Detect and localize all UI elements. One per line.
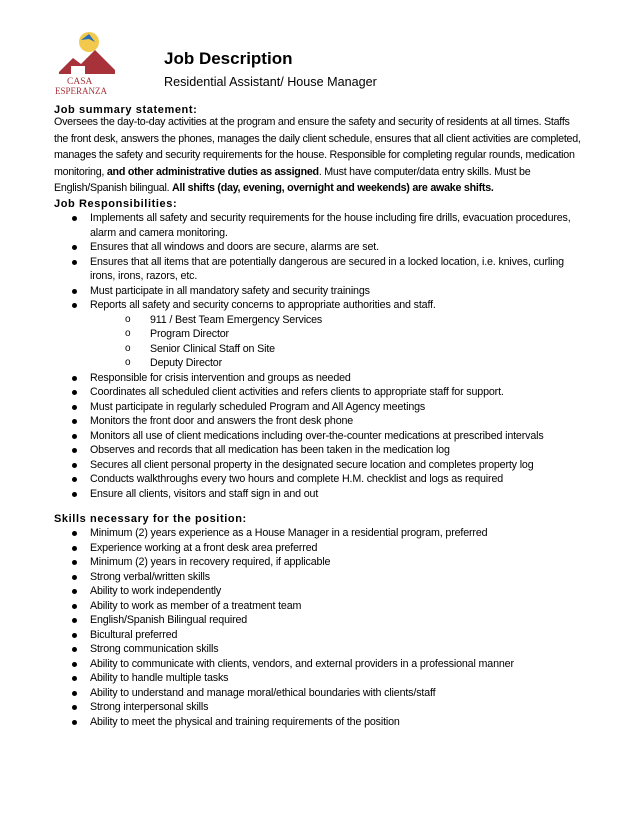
summary-text-b: . Must have computer/data entry skills. Must be English/Spanish bilingual.: [54, 165, 531, 195]
page-subtitle: Residential Assistant/ House Manager: [164, 75, 377, 89]
summary-bold-b: All shifts (day, evening, overnight and weekends) are awake shifts.: [172, 182, 494, 195]
skills-list: [54, 526, 589, 729]
list-item: Reports all safety and security concerns to appropriate authorities and staff. o 911 / Best Team Emergency Services o Program Director o Senior Clinical Staff on Site o Deputy Director: [54, 298, 589, 371]
list-item: Strong verbal/written skills: [54, 570, 589, 585]
list-item: Ability to handle multiple tasks: [54, 671, 589, 686]
sub-list-item: o Senior Clinical Staff on Site: [125, 342, 275, 355]
responsibilities-list: [54, 211, 589, 501]
list-item: Implements all safety and security requirements for the house including fire drills, evacuation procedures, alarm and camera monitoring.: [54, 211, 589, 240]
list-item: Must participate in regularly scheduled Program and All Agency meetings: [54, 400, 589, 415]
logo-text-esperanza: ESPERANZA: [55, 86, 108, 96]
list-item: Ability to work independently: [54, 584, 589, 599]
sub-list-item: o Deputy Director: [125, 357, 222, 369]
summary-bold-a: and other administrative duties as assigned: [106, 165, 319, 178]
list-item: Ensure all clients, visitors and staff sign in and out: [54, 487, 589, 502]
list-item: Coordinates all scheduled client activities and refers clients to appropriate staff for support.: [54, 385, 589, 400]
list-item: Must participate in all mandatory safety and security trainings: [54, 284, 589, 299]
list-item: Monitors the front door and answers the front desk phone: [54, 414, 589, 429]
list-item: Ensures that all items that are potentially dangerous are secured in a locked location, i.e. knives, curling irons, irons, razors, etc.: [54, 255, 589, 284]
logo-text-casa: CASA: [67, 77, 93, 87]
sub-list-item: o Program Director: [125, 328, 229, 340]
casa-esperanza-logo: [55, 28, 121, 98]
list-item: Ability to work as member of a treatment team: [54, 599, 589, 614]
responsibilities-heading: Job Responsibilities:: [54, 198, 178, 210]
list-item: Ability to understand and manage moral/ethical boundaries with clients/staff: [54, 686, 589, 701]
list-item: English/Spanish Bilingual required: [54, 613, 589, 628]
page-title: Job Description: [164, 49, 293, 68]
list-item: Minimum (2) years in recovery required, if applicable: [54, 555, 589, 570]
list-item: Conducts walkthroughs every two hours and complete H.M. checklist and logs as required: [54, 472, 589, 487]
list-item: Strong interpersonal skills: [54, 700, 589, 715]
summary-text-a: Oversees the day-to-day activities at the program and ensure the safety and security of residents at all times. Staffs the front desk, answers the phones, manages the daily client schedule, ensures that all client activities are completed, manages the safety and security requirements for the house. Responsible for completing regular rounds, medication monitoring,: [54, 116, 581, 178]
escalation-sublist: [90, 313, 589, 371]
list-item: Strong communication skills: [54, 642, 589, 657]
list-item: Bicultural preferred: [54, 628, 589, 643]
list-item: Secures all client personal property in the designated secure location and completes property log: [54, 458, 589, 473]
list-item: Responsible for crisis intervention and groups as needed: [54, 371, 589, 386]
list-item: Ability to meet the physical and training requirements of the position: [54, 715, 589, 730]
list-item: Monitors all use of client medications including over-the-counter medications at prescribed intervals: [54, 429, 589, 444]
summary-paragraph: [54, 114, 584, 197]
list-item: Observes and records that all medication has been taken in the medication log: [54, 443, 589, 458]
list-item: Ability to communicate with clients, vendors, and external providers in a professional manner: [54, 657, 589, 672]
summary-heading: Job summary statement:: [54, 104, 198, 116]
list-item: Ensures that all windows and doors are secure, alarms are set.: [54, 240, 589, 255]
list-item: Experience working at a front desk area preferred: [54, 541, 589, 556]
sub-list-item: o 911 / Best Team Emergency Services: [125, 313, 323, 326]
list-item: Minimum (2) years experience as a House Manager in a residential program, preferred: [54, 526, 589, 541]
skills-heading: Skills necessary for the position:: [54, 513, 247, 525]
